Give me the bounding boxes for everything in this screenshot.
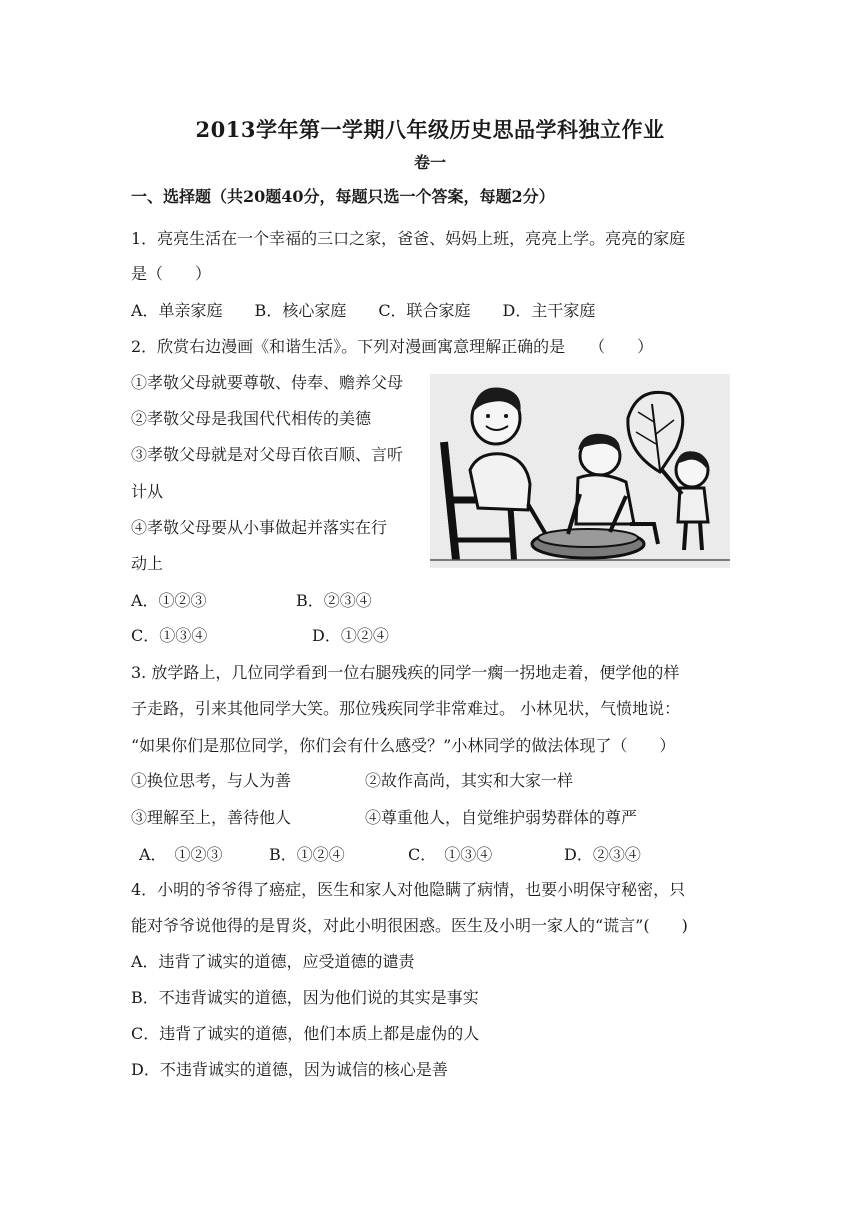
q1-stem-line2: 是（ ） [131,264,212,283]
q2-option-a: A．①②③ [131,591,207,610]
q2-item2: ②孝敬父母是我国代代相传的美德 [131,409,372,428]
paper-subtitle: 卷一 [413,153,446,172]
q2-option-b: B．②③④ [296,591,372,610]
q3-item1: ①换位思考，与人为善 [131,771,292,790]
q2-item3-line2: 计从 [131,482,164,501]
q3-stem-line3: “如果你们是那位同学，你们会有什么感受？”小林同学的做法体现了（ ） [131,736,676,755]
q3-option-b: B．①②④ [269,845,345,864]
q3-option-a: A． ①②③ [139,845,223,864]
cartoon-illustration [430,374,730,568]
q2-option-d: D．①②④ [312,626,389,645]
q2-item3-line1: ③孝敬父母就是对父母百依百顺、言听 [131,445,404,464]
section-heading: 一、选择题（共20题40分，每题只选一个答案，每题2分） [131,187,555,206]
q3-item2: ②故作高尚，其实和大家一样 [365,771,574,790]
q3-option-c: C． ①③④ [408,845,493,864]
q3-item4: ④尊重他人，自觉维护弱势群体的尊严 [365,808,638,827]
q4-option-d: D．不违背诚实的道德，因为诚信的核心是善 [131,1060,448,1079]
q3-option-d: D．②③④ [564,845,641,864]
q3-stem-line2: 子走路，引来其他同学大笑。那位残疾同学非常难过。 小林见状，气愤地说： [131,699,681,718]
q2-item1: ①孝敬父母就要尊敬、侍奉、赡养父母 [131,373,404,392]
q4-option-b: B．不违背诚实的道德，因为他们说的其实是事实 [131,988,479,1007]
q4-option-c: C．违背了诚实的道德，他们本质上都是虚伪的人 [131,1024,480,1043]
q4-option-a: A．违背了诚实的道德，应受道德的谴责 [131,952,415,971]
q3-item3: ③理解至上，善待他人 [131,808,292,827]
q2-option-c: C．①③④ [131,626,208,645]
page-title: 2013学年第一学期八年级历史思品学科独立作业 [195,117,665,142]
q4-stem-line2: 能对爷爷说他得的是胃炎，对此小明很困惑。医生及小明一家人的“谎言”( ) [131,916,688,935]
q2-item4-line2: 动上 [131,554,164,573]
q4-stem-line1: 4．小明的爷爷得了癌症，医生和家人对他隐瞒了病情，也要小明保守秘密，只 [131,880,686,899]
q1-stem-line1: 1．亮亮生活在一个幸福的三口之家，爸爸、妈妈上班，亮亮上学。亮亮的家庭 [131,229,686,248]
q2-stem: 2．欣赏右边漫画《和谐生活》。下列对漫画寓意理解正确的是 （ ） [131,337,654,356]
q3-stem-line1: 3. 放学路上，几位同学看到一位右腿残疾的同学一瘸一拐地走着，便学他的样 [131,663,680,682]
q1-options: A．单亲家庭 B．核心家庭 C．联合家庭 D．主干家庭 [131,301,596,320]
q2-item4-line1: ④孝敬父母要从小事做起并落实在行 [131,518,388,537]
